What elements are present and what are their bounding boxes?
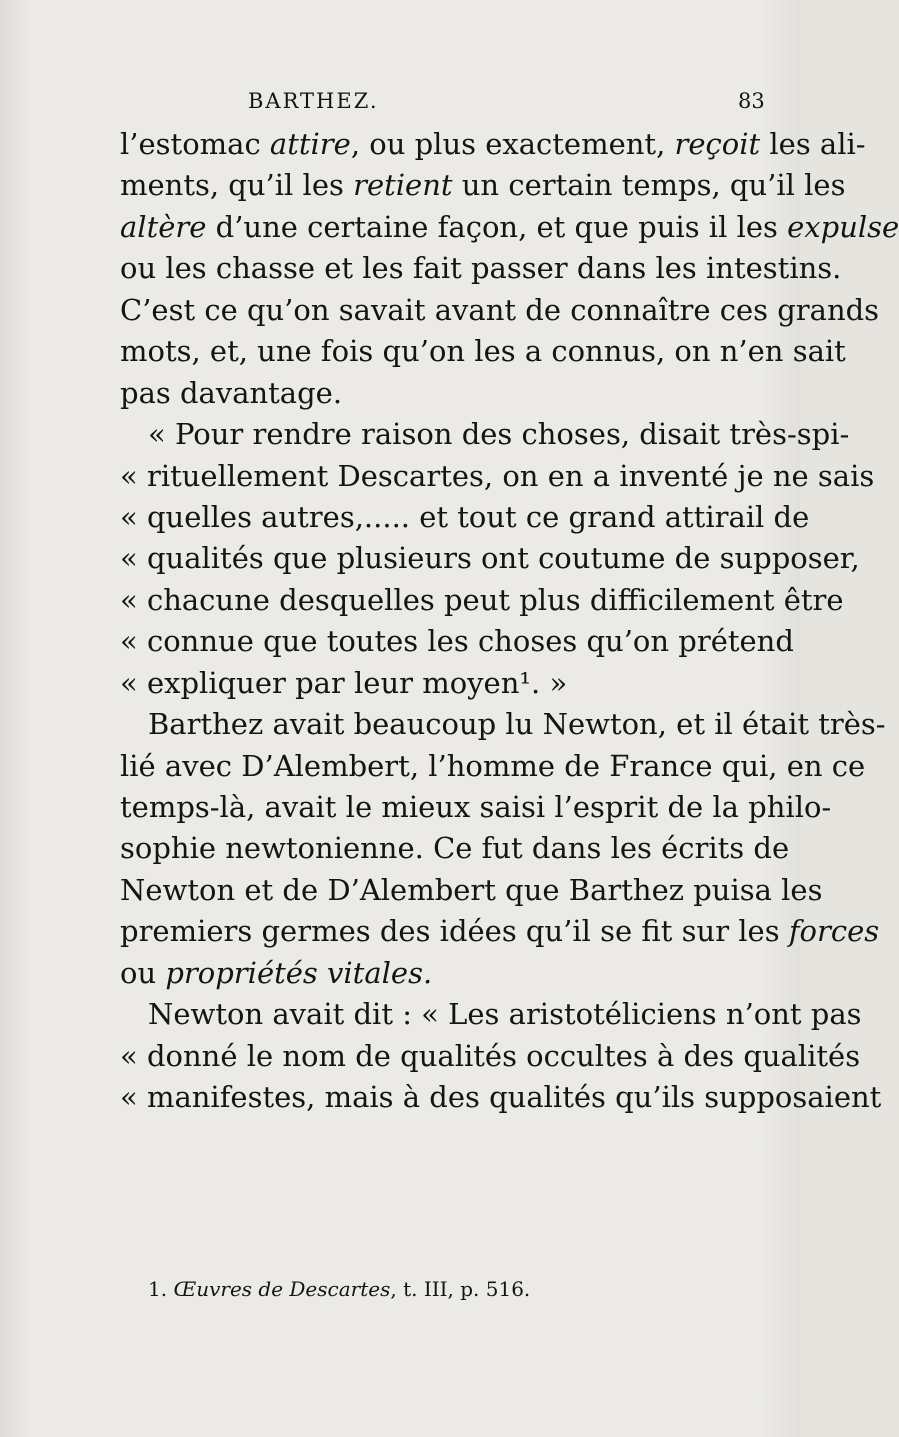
- text-line: [120, 580, 844, 621]
- italic-text: forces: [788, 914, 880, 949]
- text-line: [120, 663, 720, 704]
- text-line: [120, 870, 823, 911]
- footnote-number: 1.: [148, 1277, 168, 1301]
- text-line: [120, 248, 842, 289]
- text-run: ou les chasse et les fait passer dans les intestins.: [120, 251, 842, 286]
- text-run: « manifestes, mais à des qualités qu’ils supposaient: [120, 1080, 882, 1115]
- text-run: Barthez avait beaucoup lu Newton, et il était très-: [148, 707, 886, 742]
- text-line: [120, 1036, 861, 1077]
- text-run: pas davantage.: [120, 375, 343, 410]
- text-run: ou: [120, 955, 166, 990]
- text-line: [120, 414, 850, 455]
- italic-text: attire: [269, 127, 351, 161]
- text-line: [120, 953, 720, 994]
- footnote: [148, 1277, 530, 1301]
- body-text: [120, 124, 899, 1119]
- text-line: [120, 207, 899, 248]
- italic-text: retient: [353, 168, 453, 203]
- text-run: ments, qu’il les: [120, 168, 354, 203]
- text-line: [120, 373, 720, 414]
- italic-text: propriétés vitales.: [165, 955, 433, 990]
- italic-text: altère: [120, 209, 207, 244]
- text-run: « Pour rendre raison des choses, disait très-spi-: [148, 417, 850, 452]
- text-line: [120, 456, 875, 497]
- text-run: Newton avait dit : « Les aristotéliciens n’ont pas: [148, 997, 862, 1032]
- text-run: Newton et de D’Alembert que Barthez puisa les: [120, 872, 823, 907]
- footnote-title: Œuvres de Descartes: [173, 1277, 391, 1301]
- text-run: temps-là, avait le mieux saisi l’esprit de la philo-: [120, 790, 832, 824]
- text-run: d’une certaine façon, et que puis il les: [206, 209, 788, 244]
- text-run: « rituellement Descartes, on en a inventé je ne sais: [120, 458, 875, 493]
- text-run: premiers germes des idées qu’il se fit sur les: [120, 914, 789, 949]
- text-run: « expliquer par leur moyen¹. »: [120, 665, 568, 700]
- page-number: 83: [738, 89, 765, 113]
- running-head: BARTHEZ.: [248, 89, 379, 113]
- text-run: C’est ce qu’on savait avant de connaître ces grands: [120, 292, 880, 327]
- text-run: , ou plus exactement,: [350, 127, 675, 161]
- text-line: [120, 165, 846, 206]
- text-run: « connue que toutes les choses qu’on prétend: [120, 624, 794, 659]
- text-run: l’estomac: [120, 127, 270, 161]
- text-line: [120, 828, 790, 869]
- text-run: les ali-: [760, 127, 866, 161]
- text-line: [120, 621, 794, 662]
- page-header: [0, 83, 800, 123]
- text-line: [120, 911, 880, 952]
- italic-text: reçoit: [674, 127, 761, 161]
- footnote-reference: , t. III, p. 516.: [390, 1277, 531, 1301]
- text-run: sophie newtonienne. Ce fut dans les écrits de: [120, 831, 790, 866]
- text-line: [120, 290, 880, 331]
- text-line: [120, 994, 862, 1035]
- text-run: « chacune desquelles peut plus difficilement être: [120, 582, 844, 617]
- italic-text: expulse: [787, 209, 899, 244]
- text-run: « qualités que plusieurs ont coutume de supposer,: [120, 541, 860, 576]
- text-line: [120, 331, 846, 372]
- text-run: mots, et, une fois qu’on les a connus, on n’en sait: [120, 334, 846, 369]
- text-run: lié avec D’Alembert, l’homme de France qui, en ce: [120, 748, 866, 783]
- text-line: [120, 538, 860, 579]
- text-line: [120, 704, 886, 745]
- text-run: « quelles autres,..... et tout ce grand attirail de: [120, 499, 810, 534]
- text-line: [120, 787, 832, 828]
- text-line: [120, 124, 866, 165]
- text-line: [120, 1077, 882, 1118]
- text-line: [120, 497, 810, 538]
- text-run: un certain temps, qu’il les: [452, 168, 846, 203]
- text-line: [120, 746, 866, 787]
- text-run: « donné le nom de qualités occultes à des qualités: [120, 1038, 861, 1073]
